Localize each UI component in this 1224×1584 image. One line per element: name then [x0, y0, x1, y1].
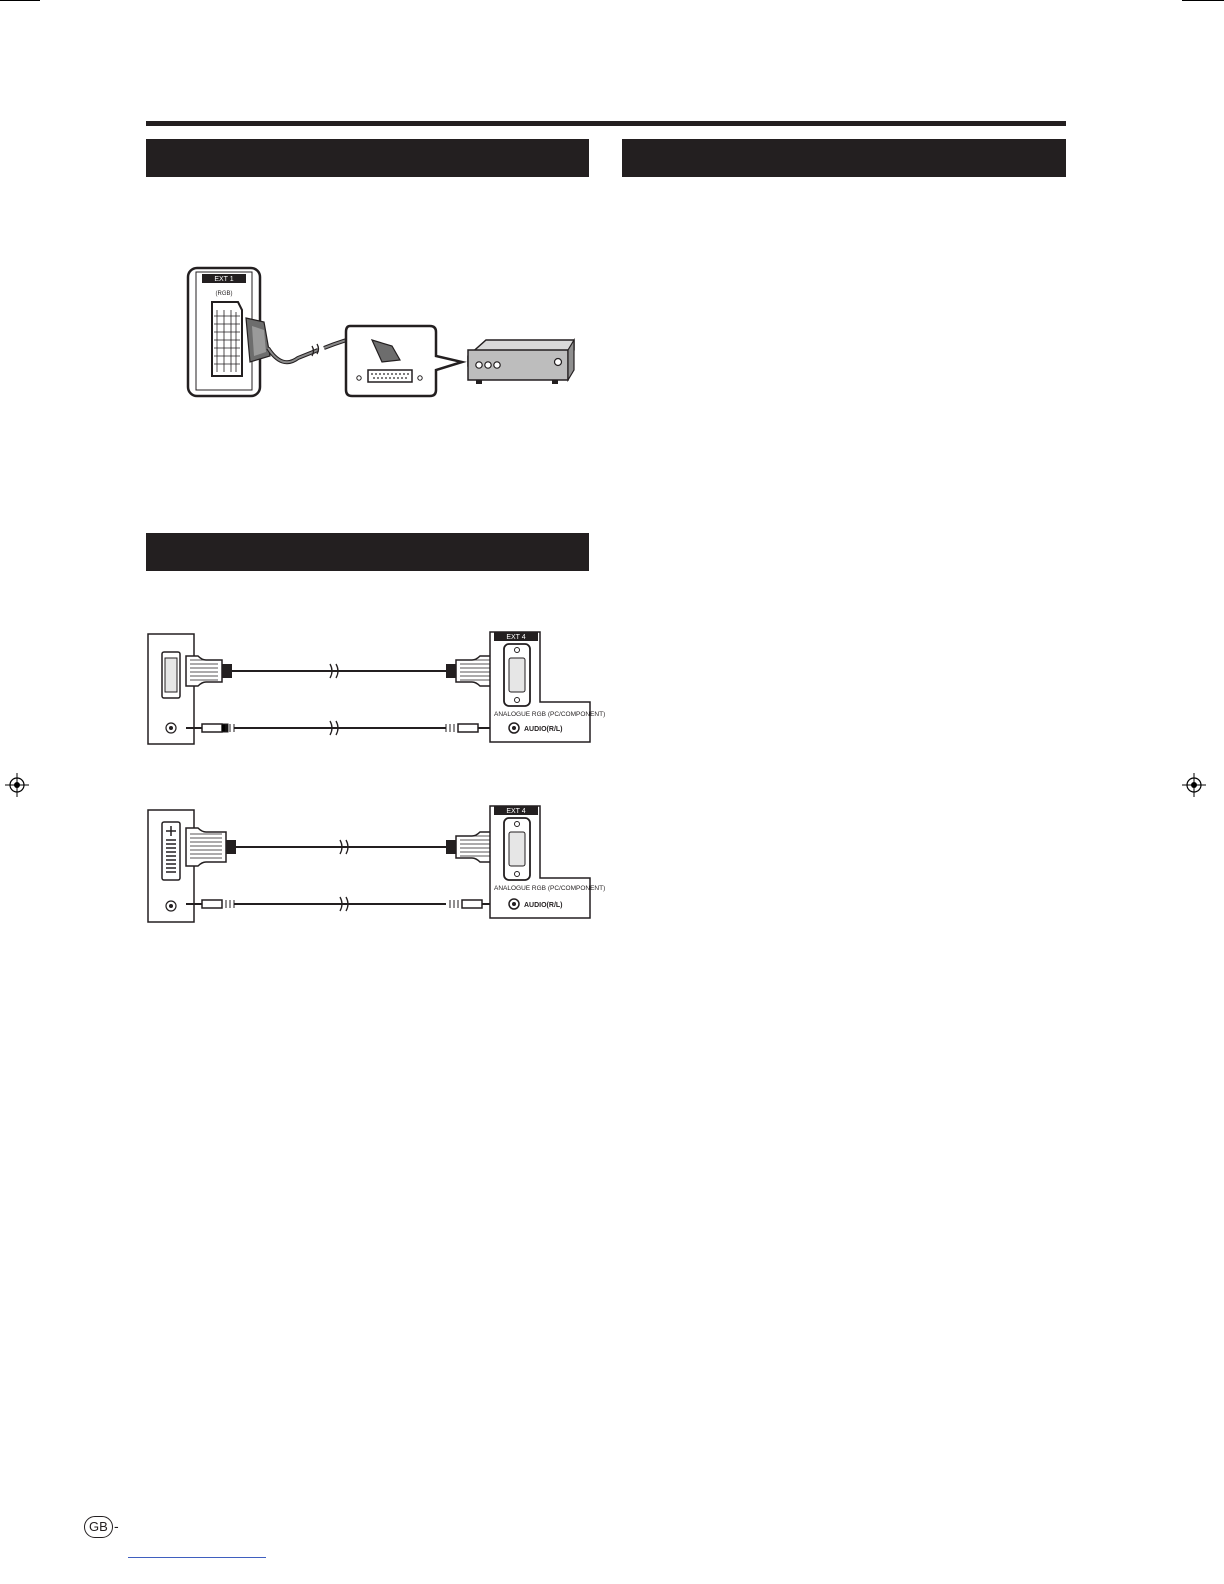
vga-plug-pc-side [186, 656, 232, 686]
dvi-ext4-header: EXT 4 [506, 808, 526, 815]
page-top-rule [146, 121, 1066, 126]
vga-plug-tv-side [446, 656, 494, 686]
scart-connection-diagram [186, 266, 586, 400]
footer-link-underline[interactable] [128, 1557, 266, 1558]
vga-rgb-label: ANALOGUE RGB (PC/COMPONENT) [494, 711, 606, 718]
trim-mark-top-left [0, 0, 40, 1]
pc-dvi-connection-diagram [146, 804, 606, 924]
vga-audio-label: AUDIO(R/L) [524, 726, 563, 733]
dvi-rgb-label: ANALOGUE RGB (PC/COMPONENT) [494, 885, 606, 892]
scart-plug-tv-side [246, 318, 270, 362]
audio-plug-pc-side [202, 724, 222, 732]
section-bar-left-top [146, 139, 589, 177]
pc-vga-connection-diagram [146, 630, 606, 748]
vga-ext4-header: EXT 4 [506, 634, 526, 641]
scart-port-sublabel: (RGB) [215, 291, 233, 297]
set-top-box-icon [468, 340, 574, 384]
trim-mark-top-right [1182, 0, 1224, 1]
tv-ext4-panel [490, 632, 605, 742]
set-top-box-scart-callout [346, 326, 462, 396]
dvi-plug-pc-side [186, 828, 236, 866]
language-badge: GB [84, 1516, 113, 1538]
registration-mark-right [1182, 773, 1206, 802]
tv-ext4-panel-2 [490, 806, 605, 918]
pc-vga-port-icon [162, 652, 180, 698]
page-number-separator: - [114, 1518, 119, 1534]
scart-port-header: EXT 1 [214, 276, 234, 283]
audio-plug-tv-side [458, 724, 478, 732]
dvi-audio-label: AUDIO(R/L) [524, 902, 563, 909]
vga-plug-tv-side-2 [446, 832, 494, 862]
registration-mark-left [5, 773, 29, 802]
section-bar-right-top [622, 139, 1066, 177]
pc-dvi-port-icon [162, 822, 180, 880]
section-bar-left-middle [146, 533, 589, 571]
